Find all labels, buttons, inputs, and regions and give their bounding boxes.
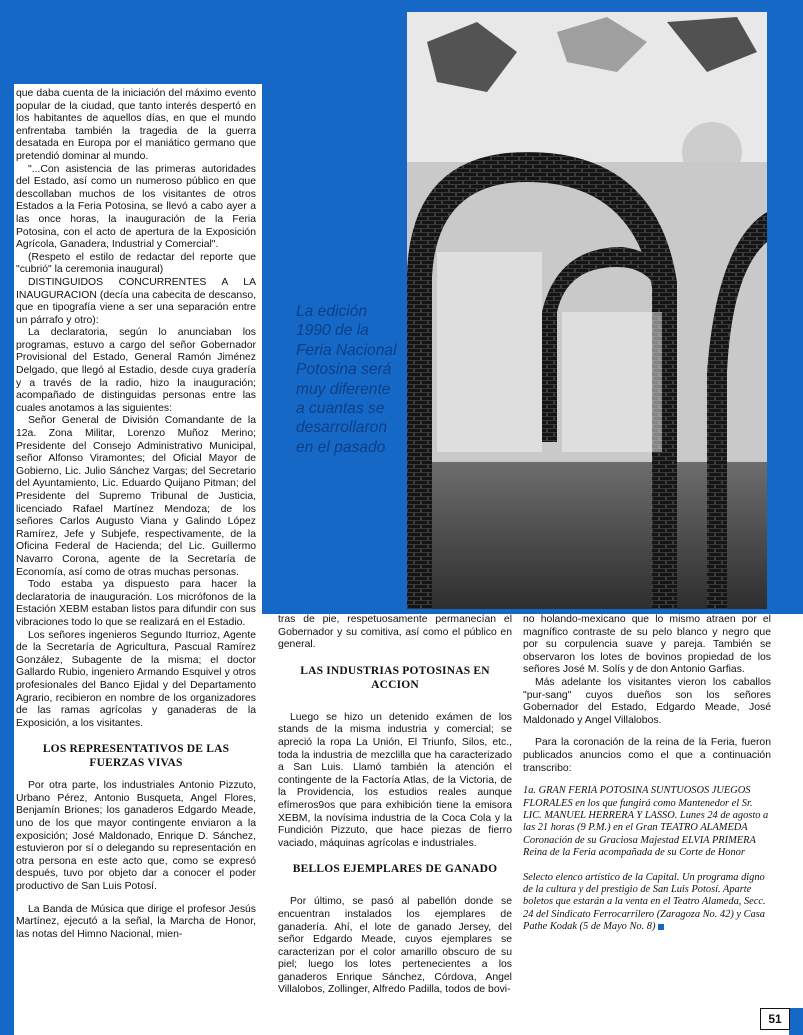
right-blue-strip — [767, 12, 803, 614]
article-column-2 — [278, 614, 512, 997]
paragraph: La Banda de Música que dirige el profesor Jesús Martínez, ejecutó a la señal, la Marcha de Honor, las notas del Himno Nacional, mien- — [16, 903, 256, 940]
photo-top-strip — [404, 0, 803, 12]
top-blue-band — [14, 0, 404, 84]
paragraph: "...Con asistencia de las primeras autoridades del Estado, así como un numeroso público en que descollaban muchos de los visitantes de otros Estados a la Feria Potosina, se llevó a cabo ayer a las once horas, la inauguración de la Feria Potosina, con el acto de apertura de la Exposición Agrícola, Ganadera, Industrial y Comercial". — [16, 163, 256, 251]
paragraph: Los señores ingenieros Segundo Iturrioz, Agente de la Secretaría de Agricultura, Pascual Ramírez González, Subagente de la misma; el doctor Gallardo Rubio, ingeniero Armando Esquivel y otros profesionales del Banco Ejidal y del Departamento Agrario, recibieron en nombre de los organizadores de las ramas agrícolas y ganaderas de la Exposición, a los visitantes. — [16, 629, 256, 729]
article-column-1 — [16, 88, 256, 941]
photo-brick-arches — [407, 12, 767, 609]
paragraph: Por otra parte, los industriales Antonio Pizzuto, Urbano Pérez, Antonio Busqueta, Angel Flores, Benjamín Briones; los ganaderos Edgardo Meade, uno de los que mayor contingente enviaron a la exposición; José Maldonado, Enrique D. Sánchez, estuvieron por sí o delegando su representación en otra persona en este acto que, como se expresó después, tuvo por objeto dar a conocer el poder productivo de San Luis Potosí. — [16, 780, 256, 893]
section-heading: LOS REPRESENTATIVOS DE LAS FUERZAS VIVAS — [42, 743, 230, 770]
paragraph: no holando-mexicano que lo mismo atraen por el magnífico contraste de su pelo blanco y negro que por su corpulencia suave y pareja. También se observaron los lotes de bovinos propiedad de los señores José M. Solís y de don Antonio Garfias. — [523, 614, 771, 676]
section-heading: LAS INDUSTRIAS POTOSINAS EN ACCION — [300, 664, 490, 691]
quote-block: 1a. GRAN FERIA POTOSINA SUNTUOSOS JUEGOS FLORALES en los que fungirá como Mantenedor el Sr. LIC. MANUEL HERRERA Y LASSO. Lunes 24 de agosto a las 21 horas (9 P.M.) en el Gran TEATRO ALAMEDA Coronación de su Graciosa Majestad ELVIA PRIMERA Reina de la Feria acompañada de su Corte de Honor — [523, 785, 769, 859]
paragraph: Por último, se pasó al pabellón donde se encuentran instalados los ejemplares de ganadería. Ahí, el lote de ganado Jersey, del señor Edgardo Meade, cuyos ejemplares se caracterizan por el color amarillo obscuro de su piel; luego los lotes pertenecientes a los ganaderos Enrique Sánchez, Córdova, Angel Villalobos, Zollinger, Alfredo Padilla, todos de bovi- — [278, 896, 512, 996]
paragraph: DISTINGUIDOS CONCURRENTES A LA INAUGURACION (decía una cabecita de descanso, que en tipografía viene a ser una separación entre un párrafo y otro): — [16, 276, 256, 326]
paragraph: tras de pie, respetuosamente permanecían el Gobernador y su comitiva, así como el público en general. — [278, 614, 512, 651]
paragraph: La declaratoria, según lo anunciaban los programas, estuvo a cargo del señor Gobernador Provisional del Estado, General Ramón Jiménez Delgado, que llegó al Estadio, desde cuya gradería y a través de la radio, hizo la inauguración; acompañado de distinguidas personas entre las cuales anotamos a las siguientes: — [16, 327, 256, 414]
paragraph: que daba cuenta de la iniciación del máximo evento popular de la ciudad, que tanto interés despertó en los habitantes de aquellos días, en que el mundo enfrentaba también la tragedia de la guerra desatada en Europa por el maniático germano que pretendió dominar al mundo. — [16, 88, 256, 162]
left-blue-bar — [0, 0, 14, 1035]
paragraph: Luego se hizo un detenido exámen de los stands de la misma industria y comercial; se apreció la ropa La Unión, El Triunfo, Silos, etc., toda la industria de mezclilla que ha caracterizado a San Luis. Llamó también la atención el contingente de la Factoría Atlas, de la Victoria, de la Providencia, los estudios reales aunque efímeros9os que para exhibición tiene la emisora XEBM, la novísima industria de la Coca Cola y la Fundición Pizzuto, que hace piezas de fierro vaciado, máquinas agrícolas e industriales. — [278, 711, 512, 849]
arches-illustration — [407, 12, 767, 609]
paragraph: Para la coronación de la reina de la Feria, fueron publicados anuncios como el que a continuación transcribo: — [523, 737, 771, 774]
quote-block: Selecto elenco artístico de la Capital. Un programa digno de la cultura y del prestigio de San Luis Potosí. Aparte boletos que estarán a la venta en el Teatro Alameda, Secc. 24 del Sindicato Ferrocarrilero (Zaragoza No. 42) y Casa Pathe Kodak (5 de Mayo No. 8) — [523, 871, 766, 933]
paragraph: Más adelante los visitantes vieron los caballos "pur-sang" cuyos dueños son los señores Gobernador del Estado, Edgardo Meade, José Maldonado y Angel Villalobos. — [523, 676, 771, 726]
page-number: 51 — [760, 1008, 790, 1030]
page-number-blue-strip — [789, 1008, 803, 1035]
paragraph: (Respeto el estilo de redactar del reporte que "cubrió" la ceremonia inaugural) — [16, 251, 256, 276]
photo-caption: La edición 1990 de la Feria Nacional Potosina será muy diferente a cuantas se desarrollaron en el pasado — [296, 303, 397, 456]
paragraph: Todo estaba ya dispuesto para hacer la declaratoria de inauguración. Los micrófonos de la Estación XEBM estaban listos para difundir con sus vibraciones todo lo que se realizará en el Estadio. — [16, 579, 256, 628]
article-column-3 — [523, 614, 771, 934]
section-heading: BELLOS EJEMPLARES DE GANADO — [292, 863, 498, 876]
paragraph: Señor General de División Comandante de la 12a. Zona Militar, Lorenzo Muñoz Merino; Presidente del Consejo Administrativo Municipal, señor Alfonso Viramontes; del Oficial Mayor de Gobierno, Lic. Julio Sánchez Vargas; del Secretario del Ayuntamiento, Lic. Eduardo Quijano Pitman; del Presidente del Supremo Tribunal de Justicia, licenciado Rafael Martínez Mendoza; de los señores Carlos Augusto Viana y Galindo López Ramírez, Jefe y Subjefe, respectivamente, de la Oficina Federal de Hacienda; del Lic. Guillermo Navarro Corona, agente de la Secretaría de Economía, así como de otras muchas personas. — [16, 415, 256, 578]
quoted-advertisement — [523, 785, 771, 933]
end-square-icon — [658, 924, 664, 930]
